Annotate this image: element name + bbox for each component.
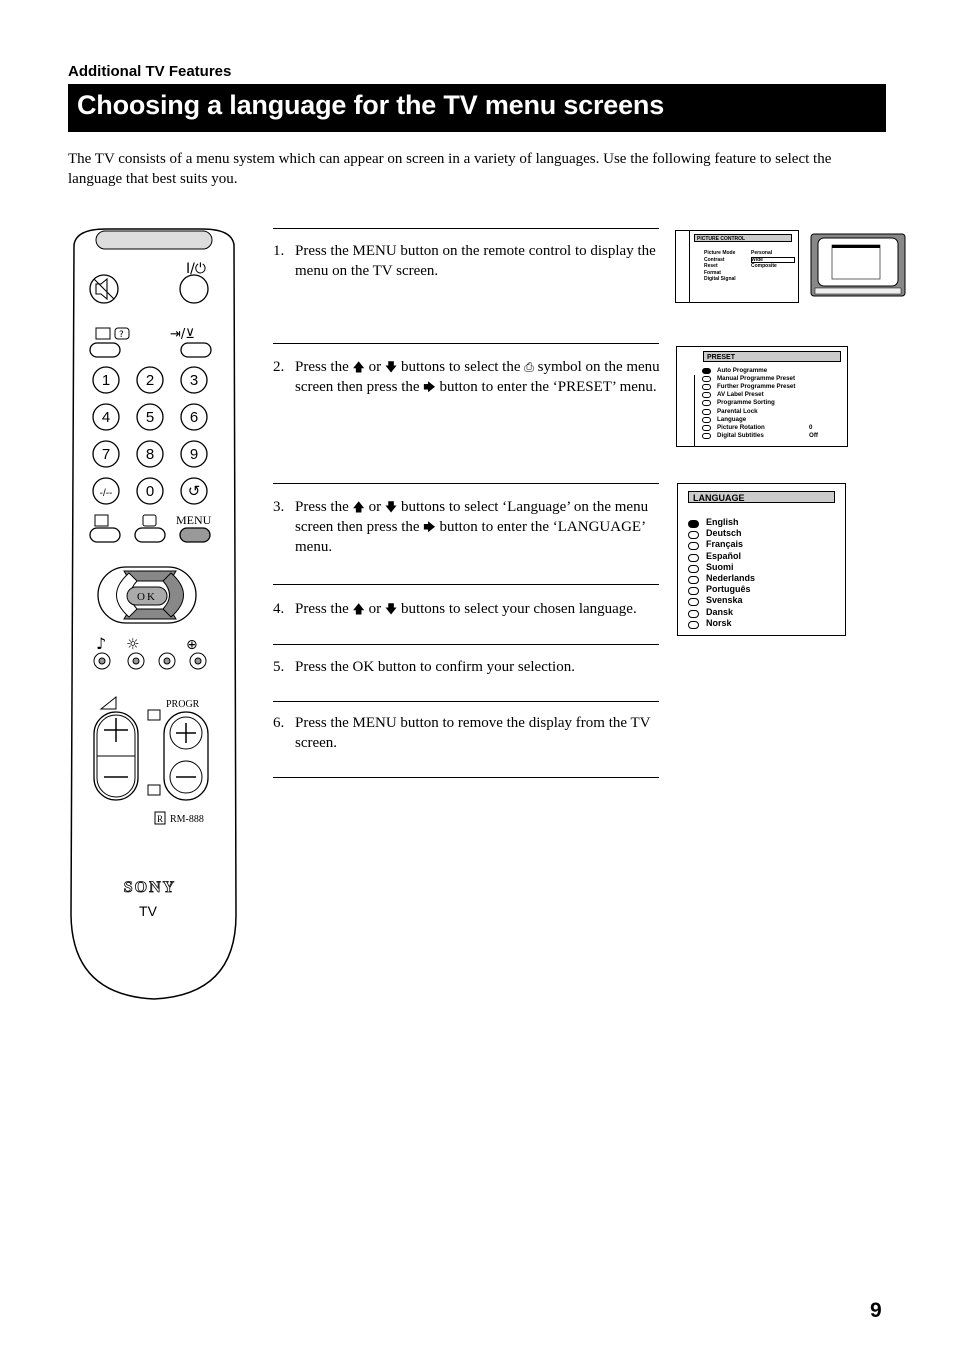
language-item-label: Español [706,550,742,561]
radio-indicator [702,392,711,398]
radio-indicator [688,621,699,629]
digit-label: 6 [189,409,199,426]
divider [273,777,659,778]
up-arrow-icon: 🡅 [352,360,365,374]
radio-indicator [688,576,699,584]
digit-label: 3 [189,372,199,389]
preset-item-label: Further Programme Preset [717,383,796,391]
language-item-label: Norsk [706,617,732,628]
preset-item-label: Auto Programme [717,367,768,374]
tv-set-icon [810,233,906,297]
digit-label: -/-- [99,488,113,499]
down-arrow-icon: 🡇 [384,602,398,616]
divider [273,584,659,585]
menu-icon-column [676,231,690,302]
down-arrow-icon: 🡇 [384,360,398,374]
language-item-label: Português [706,584,751,595]
right-arrow-icon: 🡆 [423,520,436,534]
contrast-slider [751,257,795,263]
preset-menu [676,346,848,447]
radio-indicator [688,565,699,573]
language-item-label: Nederlands [706,573,756,583]
model-number: RM-888 [170,814,204,825]
language-menu [677,483,846,636]
language-item-label: Dansk [706,606,734,617]
progr-label: PROGR [166,699,200,710]
picture-control-header: PICTURE CONTROL [694,234,792,242]
svg-text:?: ? [119,330,124,340]
brand-logo: SONY [123,879,177,896]
preset-item-label: AV Label Preset [717,391,764,399]
radio-indicator [702,425,711,431]
divider [273,343,659,344]
picture-control-values: Personal Wide Composite [751,250,777,269]
picture-control-menu [675,230,799,303]
preset-item-value: Off [809,431,818,439]
power-label: I/⏻ [186,261,206,277]
page-title: Choosing a language for the TV menu screens [77,90,665,120]
preset-item-value: 0 [809,423,813,431]
radio-indicator [702,384,711,390]
digit-label: 7 [101,446,111,463]
digit-label: 4 [101,409,111,426]
radio-indicator [688,554,699,562]
svg-text:☼: ☼ [126,635,140,653]
language-item-label: English [706,517,739,527]
radio-indicator [688,610,699,618]
digit-label: 1 [101,372,111,389]
radio-indicator [702,417,711,423]
radio-indicator [688,598,699,606]
radio-indicator [688,531,699,539]
digit-label: 9 [189,446,199,463]
divider [273,644,659,645]
svg-text:♪: ♪ [96,634,107,653]
up-arrow-icon: 🡅 [352,602,365,616]
preset-item-label: Programme Sorting [717,399,775,407]
preset-item-label: Picture Rotation [717,423,765,431]
picture-control-labels: Picture Mode Contrast Reset Format Digital Signal [704,250,736,282]
language-item-label: Suomi [706,561,734,572]
radio-indicator [702,409,711,415]
digit-label: 8 [145,446,155,463]
menu-label: MENU [176,513,212,527]
down-arrow-icon: 🡇 [384,500,398,514]
divider [273,701,659,702]
radio-indicator [702,368,711,374]
digit-label: 0 [145,483,155,500]
right-arrow-icon: 🡆 [423,380,436,394]
preset-menu-header: PRESET [703,351,841,362]
radio-indicator [702,433,711,439]
remote-control-illustration [66,225,242,1005]
svg-text:⊕: ⊕ [186,637,198,653]
radio-indicator [702,400,711,406]
preset-symbol-icon: ⎙ [524,360,534,374]
section-label: Additional TV Features [68,63,232,80]
page-number: 9 [870,1299,882,1322]
preset-item-label: Language [717,415,747,423]
preset-item-label: Parental Lock [717,407,758,415]
svg-text:⇥/⊻: ⇥/⊻ [170,327,195,342]
tv-label: TV [139,903,157,919]
radio-indicator [688,587,699,595]
radio-indicator [688,542,699,550]
divider [273,228,659,229]
title-bar [68,84,886,132]
language-item-label: Svenska [706,595,743,606]
language-item-label: Deutsch [706,528,742,539]
digit-label: 5 [145,409,155,426]
preset-item-label: Digital Subtitles [717,431,764,439]
digit-label: ↺ [187,483,201,500]
intro-paragraph: The TV consists of a menu system which can appear on screen in a variety of languages. Use the following feature to select the language that best suits you. [68,151,832,187]
model-r: R [157,814,164,824]
divider [273,483,659,484]
up-arrow-icon: 🡅 [352,500,365,514]
language-item-label: Français [706,539,744,550]
radio-indicator [702,376,711,382]
menu-icon-column [677,375,695,446]
language-menu-header: LANGUAGE [688,491,835,503]
ok-label: OK [137,591,157,603]
radio-indicator [688,520,699,528]
preset-item-label: Manual Programme Preset [717,375,796,383]
digit-label: 2 [145,372,155,389]
